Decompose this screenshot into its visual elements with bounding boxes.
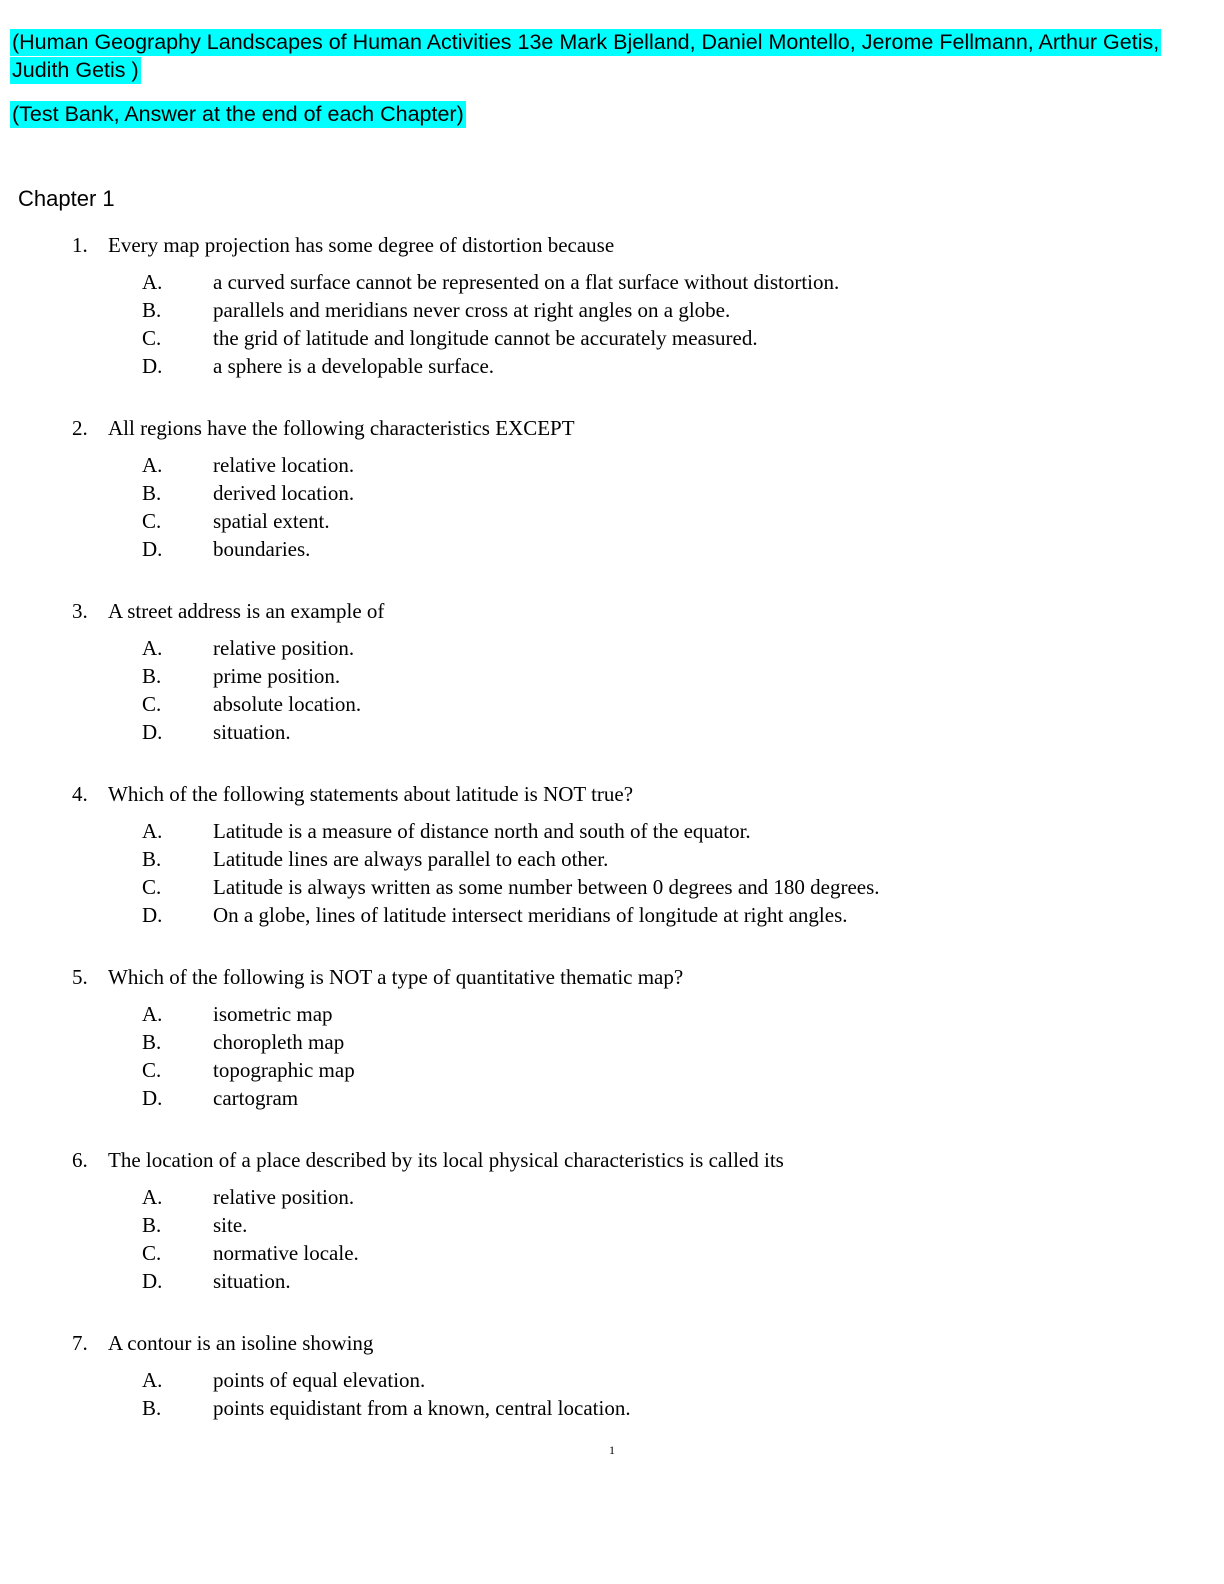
option-row: [0, 352, 1224, 380]
option-row: [0, 817, 1224, 845]
option-text: the grid of latitude and longitude cannot be accurately measured.: [213, 326, 758, 350]
option-row: [0, 479, 1224, 507]
option-row: [0, 268, 1224, 296]
question-number: 5.: [72, 965, 88, 989]
question-line: [0, 780, 1224, 808]
option-row: [0, 1028, 1224, 1056]
option-letter: C.: [142, 1058, 162, 1082]
document-header: [10, 0, 1194, 128]
option-text: boundaries.: [213, 537, 311, 561]
option-row: [0, 1084, 1224, 1112]
question-line: [0, 231, 1224, 259]
option-text: situation.: [213, 1269, 291, 1293]
option-text: points of equal elevation.: [213, 1368, 426, 1392]
test-bank-line: [10, 100, 1160, 128]
option-text: normative locale.: [213, 1241, 359, 1265]
option-text: absolute location.: [213, 692, 362, 716]
question-line: [0, 963, 1224, 991]
question-number: 2.: [72, 416, 88, 440]
question-text: A contour is an isoline showing: [108, 1331, 374, 1355]
question-text: All regions have the following characteristics EXCEPT: [108, 416, 575, 440]
option-letter: D.: [142, 1269, 163, 1293]
option-text: a curved surface cannot be represented on a flat surface without distortion.: [213, 270, 840, 294]
question-block: [0, 231, 1224, 380]
page-number: 1: [609, 1443, 615, 1457]
option-row: [0, 901, 1224, 929]
question-line: [0, 1146, 1224, 1174]
question-block: [0, 1329, 1224, 1422]
option-letter: B.: [142, 1030, 162, 1054]
option-letter: C.: [142, 875, 162, 899]
question-block: [0, 597, 1224, 746]
options-list: [0, 451, 1224, 563]
question-block: [0, 780, 1224, 929]
option-row: [0, 1000, 1224, 1028]
option-text: parallels and meridians never cross at right angles on a globe.: [213, 298, 731, 322]
question-line: [0, 597, 1224, 625]
option-letter: A.: [142, 270, 163, 294]
questions-list: [0, 231, 1224, 1422]
option-text: situation.: [213, 720, 291, 744]
option-letter: D.: [142, 354, 163, 378]
option-letter: A.: [142, 1368, 163, 1392]
option-row: [0, 535, 1224, 563]
option-letter: A.: [142, 1002, 163, 1026]
question-line: [0, 1329, 1224, 1357]
option-text: a sphere is a developable surface.: [213, 354, 495, 378]
question-number: 1.: [72, 233, 88, 257]
question-number: 6.: [72, 1148, 88, 1172]
option-row: [0, 1267, 1224, 1295]
option-row: [0, 296, 1224, 324]
option-text: derived location.: [213, 481, 355, 505]
option-letter: D.: [142, 537, 163, 561]
option-row: [0, 634, 1224, 662]
options-list: [0, 268, 1224, 380]
book-title-line: [10, 28, 1160, 84]
option-row: [0, 1239, 1224, 1267]
question-block: [0, 414, 1224, 563]
option-row: [0, 662, 1224, 690]
option-letter: D.: [142, 1086, 163, 1110]
test-bank-highlight: (Test Bank, Answer at the end of each Chapter): [12, 102, 464, 126]
option-letter: A.: [142, 819, 163, 843]
question-number: 4.: [72, 782, 88, 806]
book-title-highlight: (Human Geography Landscapes of Human Activities 13e Mark Bjelland, Daniel Montello, Jerome Fellmann, Arthur Getis, Judith Getis ): [12, 30, 1160, 82]
option-row: [0, 718, 1224, 746]
option-row: [0, 873, 1224, 901]
question-number: 3.: [72, 599, 88, 623]
option-row: [0, 690, 1224, 718]
option-letter: B.: [142, 1213, 162, 1237]
question-text: Every map projection has some degree of distortion because: [108, 233, 615, 257]
question-block: [0, 963, 1224, 1112]
option-text: relative position.: [213, 1185, 355, 1209]
option-text: On a globe, lines of latitude intersect meridians of longitude at right angles.: [213, 903, 848, 927]
option-letter: D.: [142, 720, 163, 744]
options-list: [0, 1000, 1224, 1112]
option-text: Latitude is a measure of distance north and south of the equator.: [213, 819, 751, 843]
option-text: spatial extent.: [213, 509, 330, 533]
question-text: The location of a place described by its local physical characteristics is called its: [108, 1148, 784, 1172]
option-letter: B.: [142, 664, 162, 688]
question-line: [0, 414, 1224, 442]
option-letter: D.: [142, 903, 163, 927]
option-row: [0, 1183, 1224, 1211]
question-block: [0, 1146, 1224, 1295]
option-text: relative position.: [213, 636, 355, 660]
option-letter: B.: [142, 847, 162, 871]
option-text: isometric map: [213, 1002, 333, 1026]
option-text: site.: [213, 1213, 248, 1237]
option-text: topographic map: [213, 1058, 355, 1082]
option-row: [0, 845, 1224, 873]
option-letter: A.: [142, 1185, 163, 1209]
options-list: [0, 1366, 1224, 1422]
question-text: Which of the following statements about latitude is NOT true?: [108, 782, 634, 806]
option-row: [0, 1056, 1224, 1084]
option-text: choropleth map: [213, 1030, 345, 1054]
option-letter: B.: [142, 298, 162, 322]
option-letter: A.: [142, 453, 163, 477]
options-list: [0, 1183, 1224, 1295]
option-letter: C.: [142, 326, 162, 350]
option-letter: C.: [142, 692, 162, 716]
option-text: cartogram: [213, 1086, 299, 1110]
option-letter: B.: [142, 1396, 162, 1420]
option-letter: C.: [142, 1241, 162, 1265]
option-letter: A.: [142, 636, 163, 660]
option-text: Latitude lines are always parallel to each other.: [213, 847, 609, 871]
option-letter: C.: [142, 509, 162, 533]
option-row: [0, 1394, 1224, 1422]
question-number: 7.: [72, 1331, 88, 1355]
option-letter: B.: [142, 481, 162, 505]
option-text: relative location.: [213, 453, 355, 477]
option-row: [0, 451, 1224, 479]
options-list: [0, 817, 1224, 929]
option-text: Latitude is always written as some number between 0 degrees and 180 degrees.: [213, 875, 880, 899]
option-row: [0, 324, 1224, 352]
question-text: A street address is an example of: [108, 599, 385, 623]
chapter-heading: Chapter 1: [18, 186, 115, 211]
options-list: [0, 634, 1224, 746]
option-row: [0, 1211, 1224, 1239]
question-text: Which of the following is NOT a type of quantitative thematic map?: [108, 965, 684, 989]
option-text: points equidistant from a known, central location.: [213, 1396, 631, 1420]
option-row: [0, 1366, 1224, 1394]
option-row: [0, 507, 1224, 535]
option-text: prime position.: [213, 664, 341, 688]
